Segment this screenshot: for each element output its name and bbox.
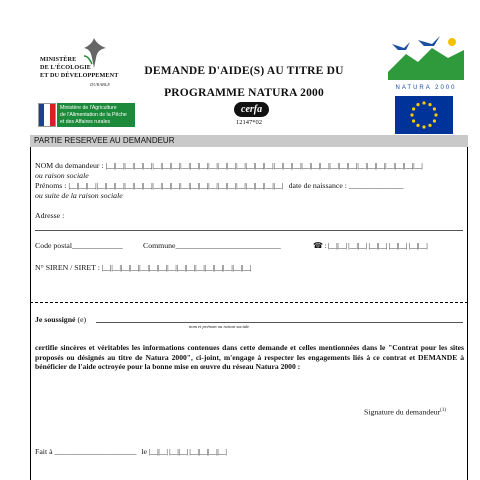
ministry-line-1: MINISTÈRE	[40, 56, 77, 63]
siren-boxes[interactable]: |__||__||__||__||__||__||__||__||__||__||__||__||__||__||__||__|	[101, 263, 251, 272]
signature-label: Signature du demandeur	[364, 407, 441, 417]
siren-label: N° SIREN / SIRET :	[35, 263, 100, 272]
form-title-line-2: PROGRAMME NATURA 2000	[164, 87, 324, 99]
prenoms-label: Prénoms :	[35, 181, 67, 190]
phone-boxes[interactable]: : |__||__| |__||__| |__||__| |__||__| |__||__|	[324, 241, 428, 250]
soussigne-label: Je soussigné	[35, 315, 76, 324]
french-flag-icon	[38, 103, 56, 127]
eu-flag-icon	[395, 96, 453, 134]
natura-label: NATURA 2000	[395, 85, 457, 91]
ministry-line-3: ET DU DÉVELOPPEMENT	[40, 72, 119, 79]
siren-row	[35, 263, 251, 272]
nom-row	[35, 161, 422, 170]
date-boxes[interactable]: |__||__| |__||__| |__||__||__||__|	[148, 447, 227, 456]
agri-line-1: Ministère de l'Agriculture	[60, 105, 117, 111]
nom-boxes[interactable]: |__||__||__||__||__||__||__||__||__||__||__||__||__||__||__||__||__||__||__||__||__||__||__||__||__||__||__||__||__||__||__||__||__||__|	[105, 161, 423, 170]
fait-field[interactable]: Fait à _____________________	[35, 447, 137, 456]
adresse-label: Adresse :	[35, 211, 65, 220]
le-label: le	[141, 447, 147, 456]
prenoms-boxes[interactable]: |__||__||__||__||__||__||__||__||__||__||__||__||__||__||__||__||__||__||__||__||__||__||__|	[68, 181, 283, 190]
suite-raison-label: ou suite de la raison sociale	[35, 191, 123, 200]
agri-line-2: de l'Alimentation de la Pêche	[60, 112, 127, 118]
signature-block	[364, 406, 446, 417]
date-naissance-field[interactable]: date de naissance : ______________	[288, 181, 404, 190]
commune-field[interactable]: Commune___________________________	[143, 241, 281, 250]
phone-icon: ☎	[313, 241, 323, 250]
prenoms-row	[35, 181, 403, 190]
soussigne-row	[35, 315, 86, 324]
ministry-line-4: DURABLE	[90, 82, 110, 87]
soussigne-line[interactable]	[96, 322, 463, 323]
code-postal-field[interactable]: Code postal_____________	[35, 241, 123, 250]
signature-note: (1)	[440, 408, 447, 413]
phone-row	[313, 241, 427, 250]
soussigne-hint: nom et prénom ou raison sociale	[189, 324, 250, 329]
certify-paragraph: certifie sincères et véritables les informations contenues dans cette demande et celles mentionnées dans le "Contrat pour les sites proposés ou désignés au titre de Natura 2000", ci-joint, m'engage à respecter les engagements liés à ce contrat et DEMANDE à bénéficier de l'aide octroyée pour la bonne mise en œuvre du réseau Natura 2000 :	[35, 343, 464, 371]
ministry-line-2: DE L'ÉCOLOGIE	[40, 64, 91, 71]
raison-sociale-label: ou raison sociale	[35, 171, 89, 180]
natura-birds-icon	[388, 34, 464, 80]
ministry-logo	[38, 40, 124, 98]
soussigne-suffix: (e)	[77, 315, 87, 324]
nom-label: NOM du demandeur :	[35, 161, 104, 170]
natura-2000-logo	[388, 34, 464, 90]
cerfa-badge: cerfa	[234, 102, 269, 117]
fait-row	[35, 447, 227, 456]
cerfa-number: 12147*02	[236, 119, 262, 126]
agriculture-ministry-logo	[57, 103, 135, 127]
form-title-line-1: DEMANDE D'AIDE(S) AU TITRE DU	[144, 65, 344, 77]
section-divider	[30, 302, 468, 303]
adresse-line[interactable]	[35, 230, 463, 231]
section-header: PARTIE RESERVEE AU DEMANDEUR	[30, 135, 468, 147]
agri-line-3: et des Affaires rurales	[60, 119, 111, 125]
